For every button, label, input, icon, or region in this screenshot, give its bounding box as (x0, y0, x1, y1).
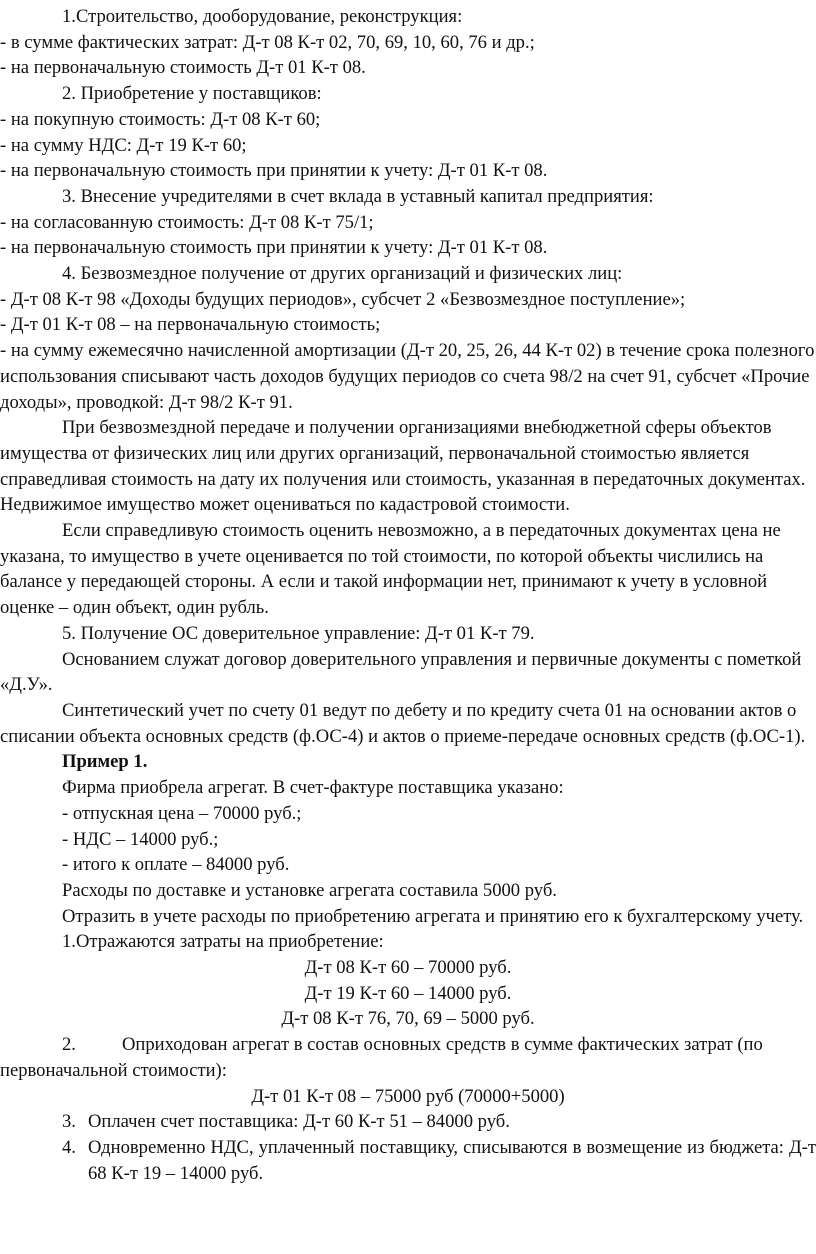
paragraph-fair-value: Если справедливую стоимость оценить невозможно, а в передаточных документах цена не указана, то имущество в учете оценивается по той стоимости, по которой объекты числились на балансе у передающей стороны. А если и такой информации нет, принимают к учету в условной оценке – один объект, один рубль. (0, 520, 781, 619)
entry-1: Д-т 08 К-т 60 – 70000 руб. (304, 957, 512, 979)
step-4-text: Одновременно НДС, уплаченный поставщику, списываются в возмещение из бюджета: Д-т 68 К-т 19 – 14000 руб. (88, 1136, 816, 1184)
example-total: - итого к оплате – 84000 руб. (62, 854, 290, 876)
example-title: Пример 1. (62, 751, 148, 773)
section-3-heading: 3. Внесение учредителями в счет вклада в уставный капитал предприятия: (62, 185, 654, 207)
section-4-item-deferred-income: - Д-т 08 К-т 98 «Доходы будущих периодов», субсчет 2 «Безвозмездное поступление»; (0, 288, 686, 310)
section-3-item-initial-cost: - на первоначальную стоимость при принятии к учету: Д-т 01 К-т 08. (0, 237, 548, 259)
entry-4: Д-т 01 К-т 08 – 75000 руб (70000+5000) (251, 1085, 565, 1107)
section-1-heading: 1.Строительство, дооборудование, реконструкция: (62, 6, 463, 27)
step-3-number: 3. (62, 1111, 76, 1133)
section-4-item-amortization: - на сумму ежемесячно начисленной амортизации (Д-т 20, 25, 26, 44 К-т 02) в течение срока полезного использования списывают часть доходов будущих периодов со счета 98/2 на счет 91, субсчет «Прочие доходы», проводкой: Д-т 98/2 К-т 91. (0, 340, 815, 413)
section-2-item-initial-cost: - на первоначальную стоимость при принятии к учету: Д-т 01 К-т 08. (0, 160, 548, 182)
section-2-item-purchase-cost: - на покупную стоимость: Д-т 08 К-т 60; (0, 108, 321, 130)
step-2 (0, 1032, 816, 1083)
step-3 (0, 1109, 816, 1135)
example-vat: - НДС – 14000 руб.; (62, 828, 219, 850)
step-1-heading: 1.Отражаются затраты на приобретение: (62, 931, 384, 953)
example-intro: Фирма приобрела агрегат. В счет-фактуре поставщика указано: (62, 777, 564, 799)
section-1-item-initial-cost: - на первоначальную стоимость Д-т 01 К-т 08. (0, 57, 366, 79)
section-2-heading: 2. Приобретение у поставщиков: (62, 83, 322, 105)
example-task: Отразить в учете расходы по приобретению агрегата и принятию его к бухгалтерскому учету. (62, 905, 804, 927)
step-2-number: 2. (62, 1034, 76, 1056)
section-1-item-actual-costs: - в сумме фактических затрат: Д-т 08 К-т 02, 70, 69, 10, 60, 76 и др.; (0, 31, 535, 53)
section-4-item-initial-cost: - Д-т 01 К-т 08 – на первоначальную стоимость; (0, 314, 381, 336)
entry-2: Д-т 19 К-т 60 – 14000 руб. (304, 982, 512, 1004)
entry-3: Д-т 08 К-т 76, 70, 69 – 5000 руб. (281, 1008, 535, 1030)
step-4-number: 4. (62, 1136, 76, 1158)
section-3-item-agreed-cost: - на согласованную стоимость: Д-т 08 К-т 75/1; (0, 211, 374, 233)
paragraph-free-transfer: При безвозмездной передаче и получении организациями внебюджетной сферы объектов имущества от физических лиц или других организаций, первоначальной стоимостью является справедливая стоимость на дату их получения или стоимость, указанная в передаточных документах. Недвижимое имущество может оцениваться по кадастровой стоимости. (0, 417, 806, 516)
section-2-item-vat: - на сумму НДС: Д-т 19 К-т 60; (0, 134, 247, 156)
paragraph-trust-management: Основанием служат договор доверительного управления и первичные документы с пометкой «Д.У». (0, 648, 802, 696)
example-delivery: Расходы по доставке и установке агрегата составила 5000 руб. (62, 879, 557, 901)
step-2-text: Оприходован агрегат в состав основных средств в сумме фактических затрат (по первоначальной стоимости): (0, 1034, 763, 1081)
section-5-heading: 5. Получение ОС доверительное управление: Д-т 01 К-т 79. (62, 622, 535, 644)
step-4 (0, 1135, 816, 1186)
paragraph-synthetic-accounting: Синтетический учет по счету 01 ведут по дебету и по кредиту счета 01 на основании актов о списании объекта основных средств (ф.ОС-4) и актов о приеме-передаче основных средств (ф.ОС-1). (0, 699, 806, 747)
section-4-heading: 4. Безвозмездное получение от других организаций и физических лиц: (62, 263, 623, 285)
step-3-text: Оплачен счет поставщика: Д-т 60 К-т 51 – 84000 руб. (88, 1111, 510, 1133)
example-price: - отпускная цена – 70000 руб.; (62, 802, 302, 824)
